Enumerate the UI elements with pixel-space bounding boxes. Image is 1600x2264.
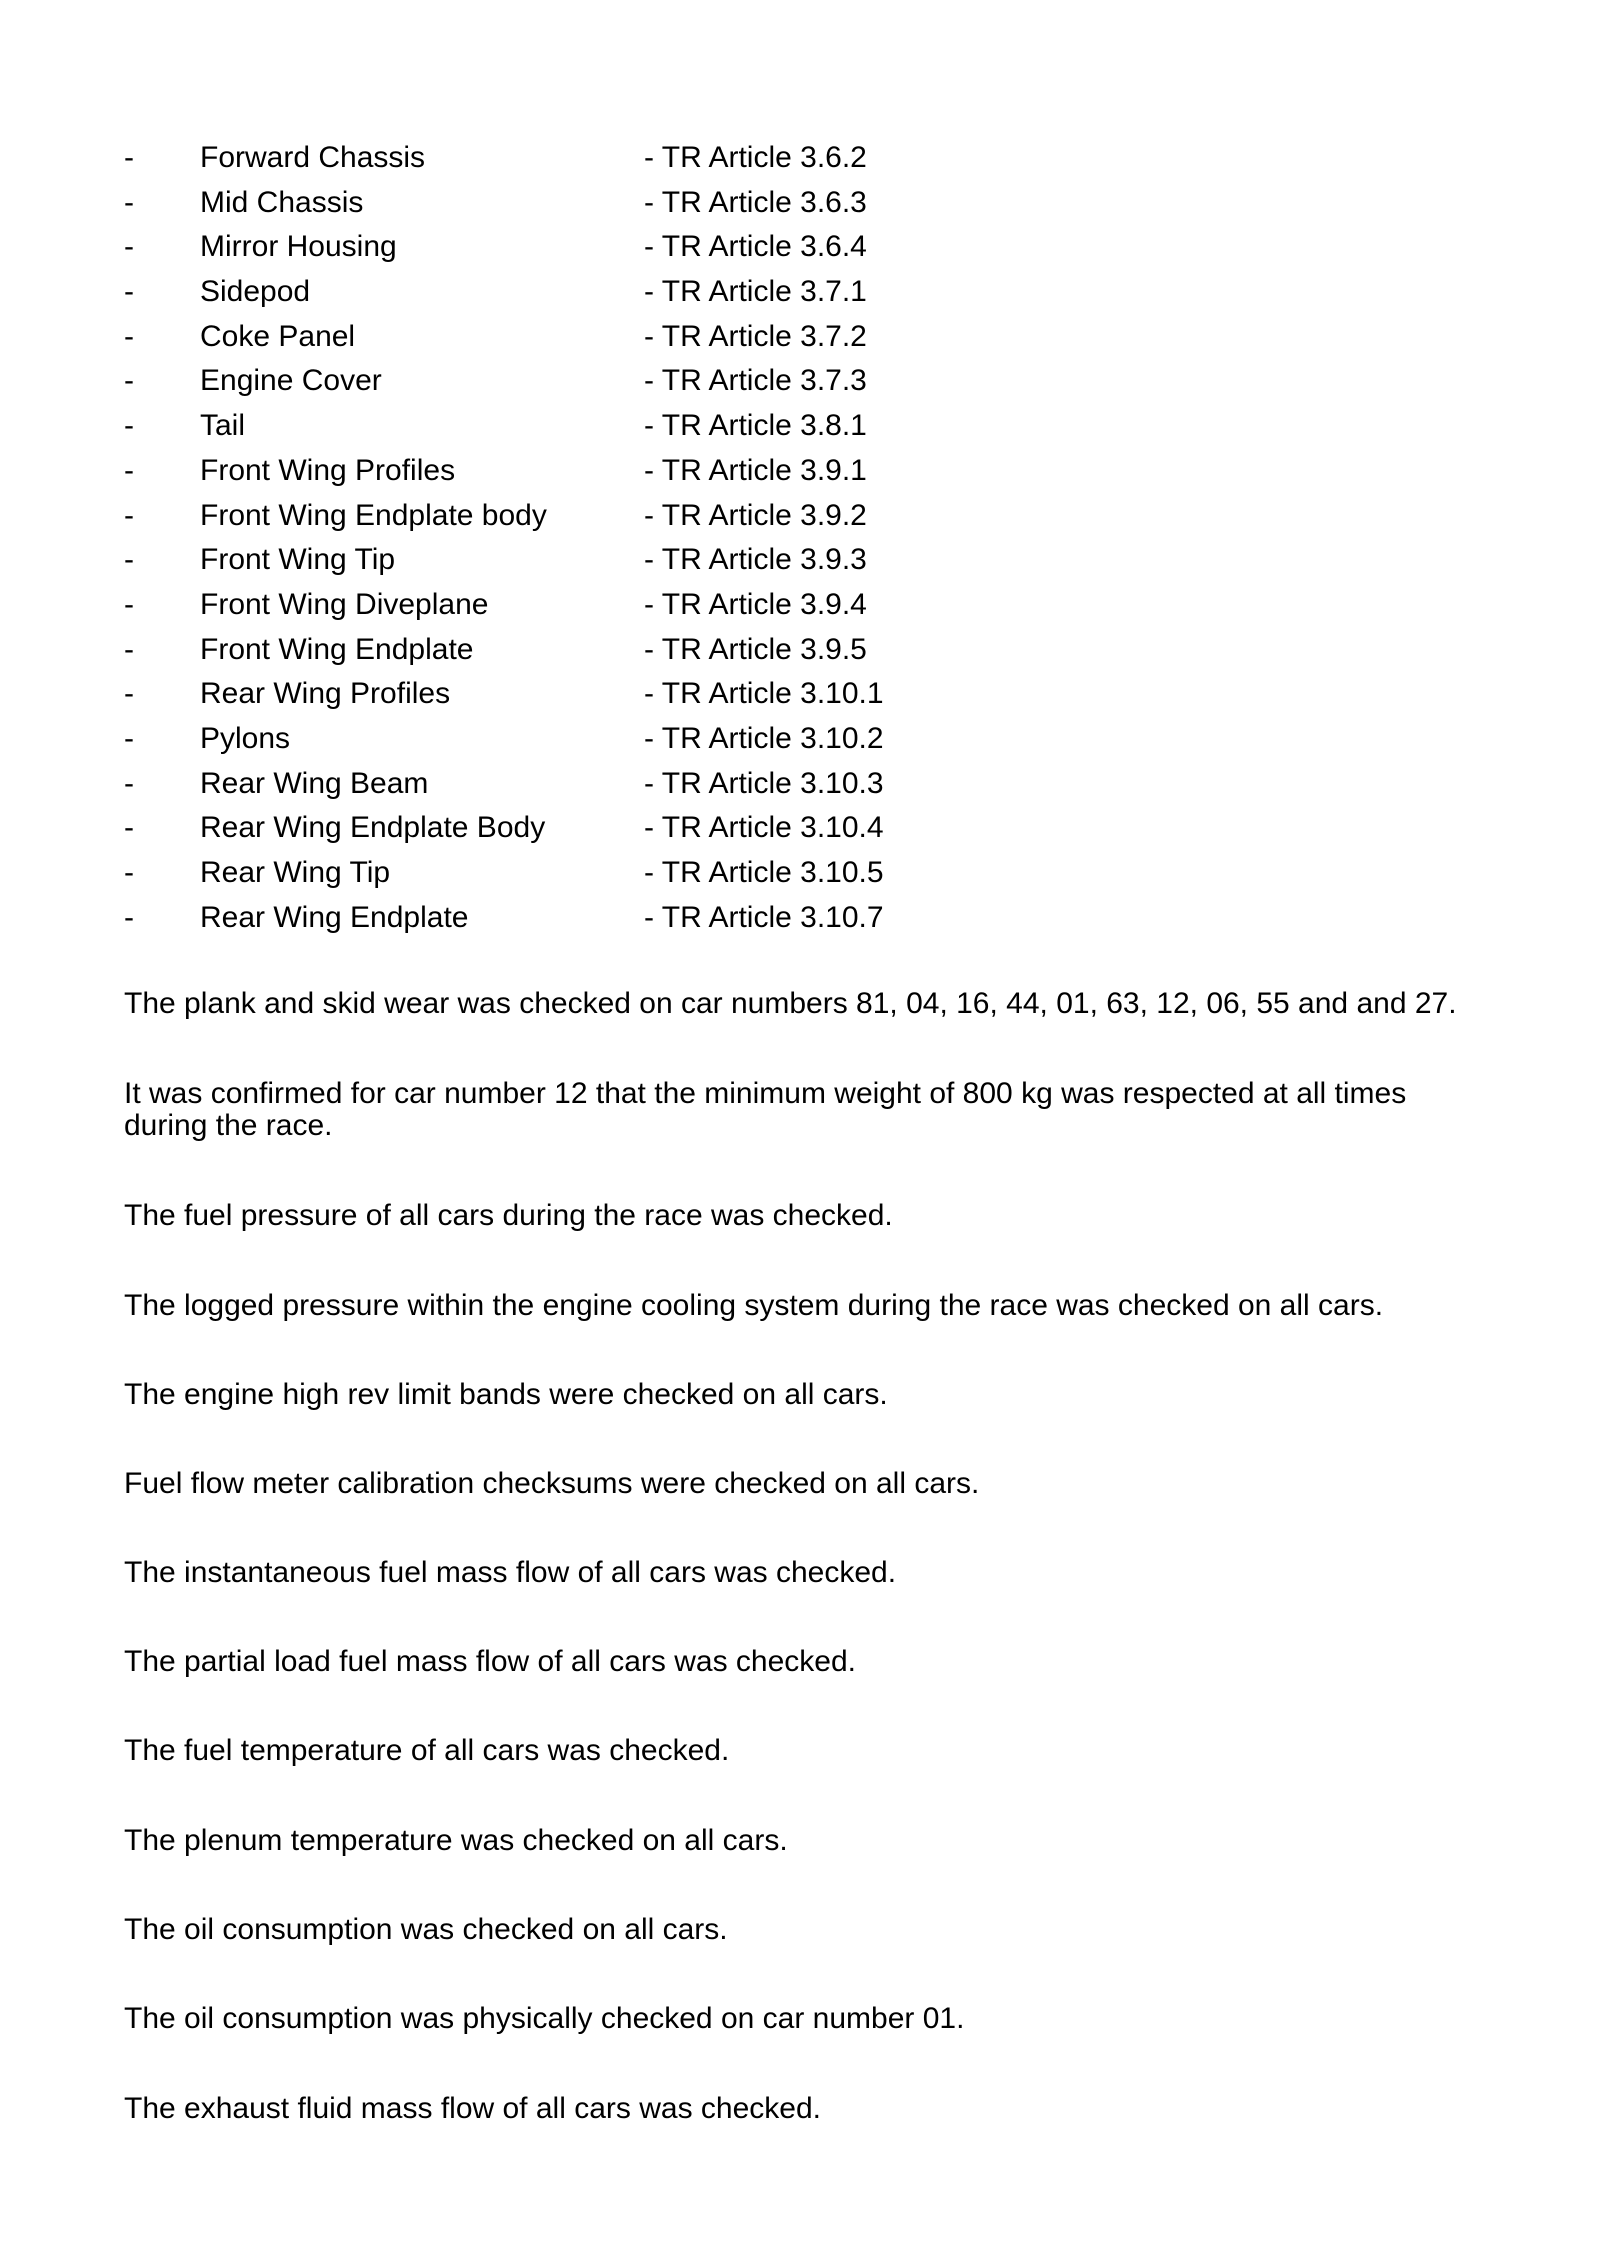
list-bullet: - bbox=[124, 587, 134, 621]
list-bullet: - bbox=[124, 498, 134, 532]
list-item bbox=[124, 404, 1024, 449]
article-reference: - TR Article 3.7.2 bbox=[644, 319, 867, 353]
article-reference: - TR Article 3.10.5 bbox=[644, 856, 884, 889]
list-item bbox=[124, 896, 1024, 941]
list-bullet: - bbox=[124, 364, 134, 398]
part-name: Mid Chassis bbox=[200, 185, 364, 219]
article-reference: - TR Article 3.10.2 bbox=[644, 721, 884, 755]
part-name: Sidepod bbox=[200, 275, 311, 309]
list-bullet: - bbox=[124, 766, 134, 800]
article-reference: - TR Article 3.10.1 bbox=[644, 677, 884, 711]
paragraph-oil-consumption: The oil consumption was checked on all cars. bbox=[124, 1913, 728, 1946]
article-reference: - TR Article 3.7.1 bbox=[644, 275, 867, 309]
paragraph-partial-load-fuel-flow: The partial load fuel mass flow of all cars was checked. bbox=[124, 1645, 856, 1678]
article-reference: - TR Article 3.10.3 bbox=[644, 766, 884, 800]
part-name: Forward Chassis bbox=[200, 141, 426, 174]
list-bullet: - bbox=[124, 900, 134, 934]
article-reference: - TR Article 3.9.5 bbox=[644, 632, 867, 666]
list-item bbox=[124, 270, 1024, 315]
part-name: Rear Wing Beam bbox=[200, 766, 429, 800]
list-bullet: - bbox=[124, 319, 134, 353]
paragraph-oil-physical-check: The oil consumption was physically checked on car number 01. bbox=[124, 2002, 965, 2035]
list-item bbox=[124, 494, 1024, 539]
list-bullet: - bbox=[124, 543, 134, 577]
parts-list bbox=[124, 136, 1024, 940]
list-item bbox=[124, 583, 1024, 628]
paragraph-minimum-weight: It was confirmed for car number 12 that the minimum weight of 800 kg was respected at all times during the race. bbox=[124, 1077, 1407, 1142]
paragraph-rev-limit: The engine high rev limit bands were checked on all cars. bbox=[124, 1378, 888, 1411]
list-bullet: - bbox=[124, 677, 134, 711]
part-name: Front Wing Tip bbox=[200, 543, 396, 577]
list-bullet: - bbox=[124, 721, 134, 755]
part-name: Rear Wing Tip bbox=[200, 856, 391, 889]
list-bullet: - bbox=[124, 453, 134, 487]
article-reference: - TR Article 3.9.4 bbox=[644, 587, 867, 621]
part-name: Front Wing Endplate body bbox=[200, 498, 547, 532]
part-name: Mirror Housing bbox=[200, 230, 397, 264]
article-reference: - TR Article 3.10.4 bbox=[644, 811, 884, 845]
list-item bbox=[124, 315, 1024, 360]
list-item bbox=[124, 717, 1024, 762]
list-item bbox=[124, 851, 1024, 896]
part-name: Rear Wing Endplate Body bbox=[200, 811, 546, 845]
list-item bbox=[124, 225, 1024, 270]
list-bullet: - bbox=[124, 811, 134, 845]
part-name: Coke Panel bbox=[200, 319, 356, 353]
part-name: Front Wing Endplate bbox=[200, 632, 474, 666]
paragraph-plenum-temperature: The plenum temperature was checked on all cars. bbox=[124, 1824, 788, 1857]
list-item bbox=[124, 762, 1024, 807]
article-reference: - TR Article 3.7.3 bbox=[644, 364, 867, 398]
part-name: Engine Cover bbox=[200, 364, 382, 398]
list-item bbox=[124, 806, 1024, 851]
article-reference: - TR Article 3.6.4 bbox=[644, 230, 867, 264]
paragraph-fuel-temperature: The fuel temperature of all cars was checked. bbox=[124, 1734, 730, 1767]
list-bullet: - bbox=[124, 230, 134, 264]
list-bullet: - bbox=[124, 856, 134, 889]
part-name: Tail bbox=[200, 409, 246, 443]
list-item bbox=[124, 136, 1024, 181]
list-item bbox=[124, 672, 1024, 717]
list-bullet: - bbox=[124, 141, 134, 174]
paragraph-instantaneous-fuel-flow: The instantaneous fuel mass flow of all cars was checked. bbox=[124, 1556, 897, 1589]
list-item bbox=[124, 628, 1024, 673]
list-bullet: - bbox=[124, 275, 134, 309]
paragraph-fuel-pressure: The fuel pressure of all cars during the race was checked. bbox=[124, 1199, 893, 1232]
list-bullet: - bbox=[124, 185, 134, 219]
part-name: Front Wing Diveplane bbox=[200, 587, 489, 621]
list-item bbox=[124, 359, 1024, 404]
article-reference: - TR Article 3.9.1 bbox=[644, 453, 867, 487]
part-name: Front Wing Profiles bbox=[200, 453, 456, 487]
part-name: Rear Wing Profiles bbox=[200, 677, 451, 711]
paragraph-cooling-pressure: The logged pressure within the engine cooling system during the race was checked on all cars. bbox=[124, 1289, 1384, 1322]
part-name: Rear Wing Endplate bbox=[200, 900, 469, 934]
article-reference: - TR Article 3.10.7 bbox=[644, 900, 884, 934]
paragraph-exhaust-flow: The exhaust fluid mass flow of all cars was checked. bbox=[124, 2092, 821, 2125]
paragraph-plank-skid-wear: The plank and skid wear was checked on car numbers 81, 04, 16, 44, 01, 63, 12, 06, 55 and and 27. bbox=[124, 987, 1457, 1020]
part-name: Pylons bbox=[200, 721, 291, 755]
list-bullet: - bbox=[124, 632, 134, 666]
article-reference: - TR Article 3.6.3 bbox=[644, 185, 867, 219]
article-reference: - TR Article 3.9.3 bbox=[644, 543, 867, 577]
article-reference: - TR Article 3.8.1 bbox=[644, 409, 867, 443]
list-item bbox=[124, 181, 1024, 226]
paragraph-fuel-flow-meter: Fuel flow meter calibration checksums were checked on all cars. bbox=[124, 1467, 980, 1500]
list-bullet: - bbox=[124, 409, 134, 443]
article-reference: - TR Article 3.6.2 bbox=[644, 141, 867, 174]
list-item bbox=[124, 449, 1024, 494]
article-reference: - TR Article 3.9.2 bbox=[644, 498, 867, 532]
list-item bbox=[124, 538, 1024, 583]
